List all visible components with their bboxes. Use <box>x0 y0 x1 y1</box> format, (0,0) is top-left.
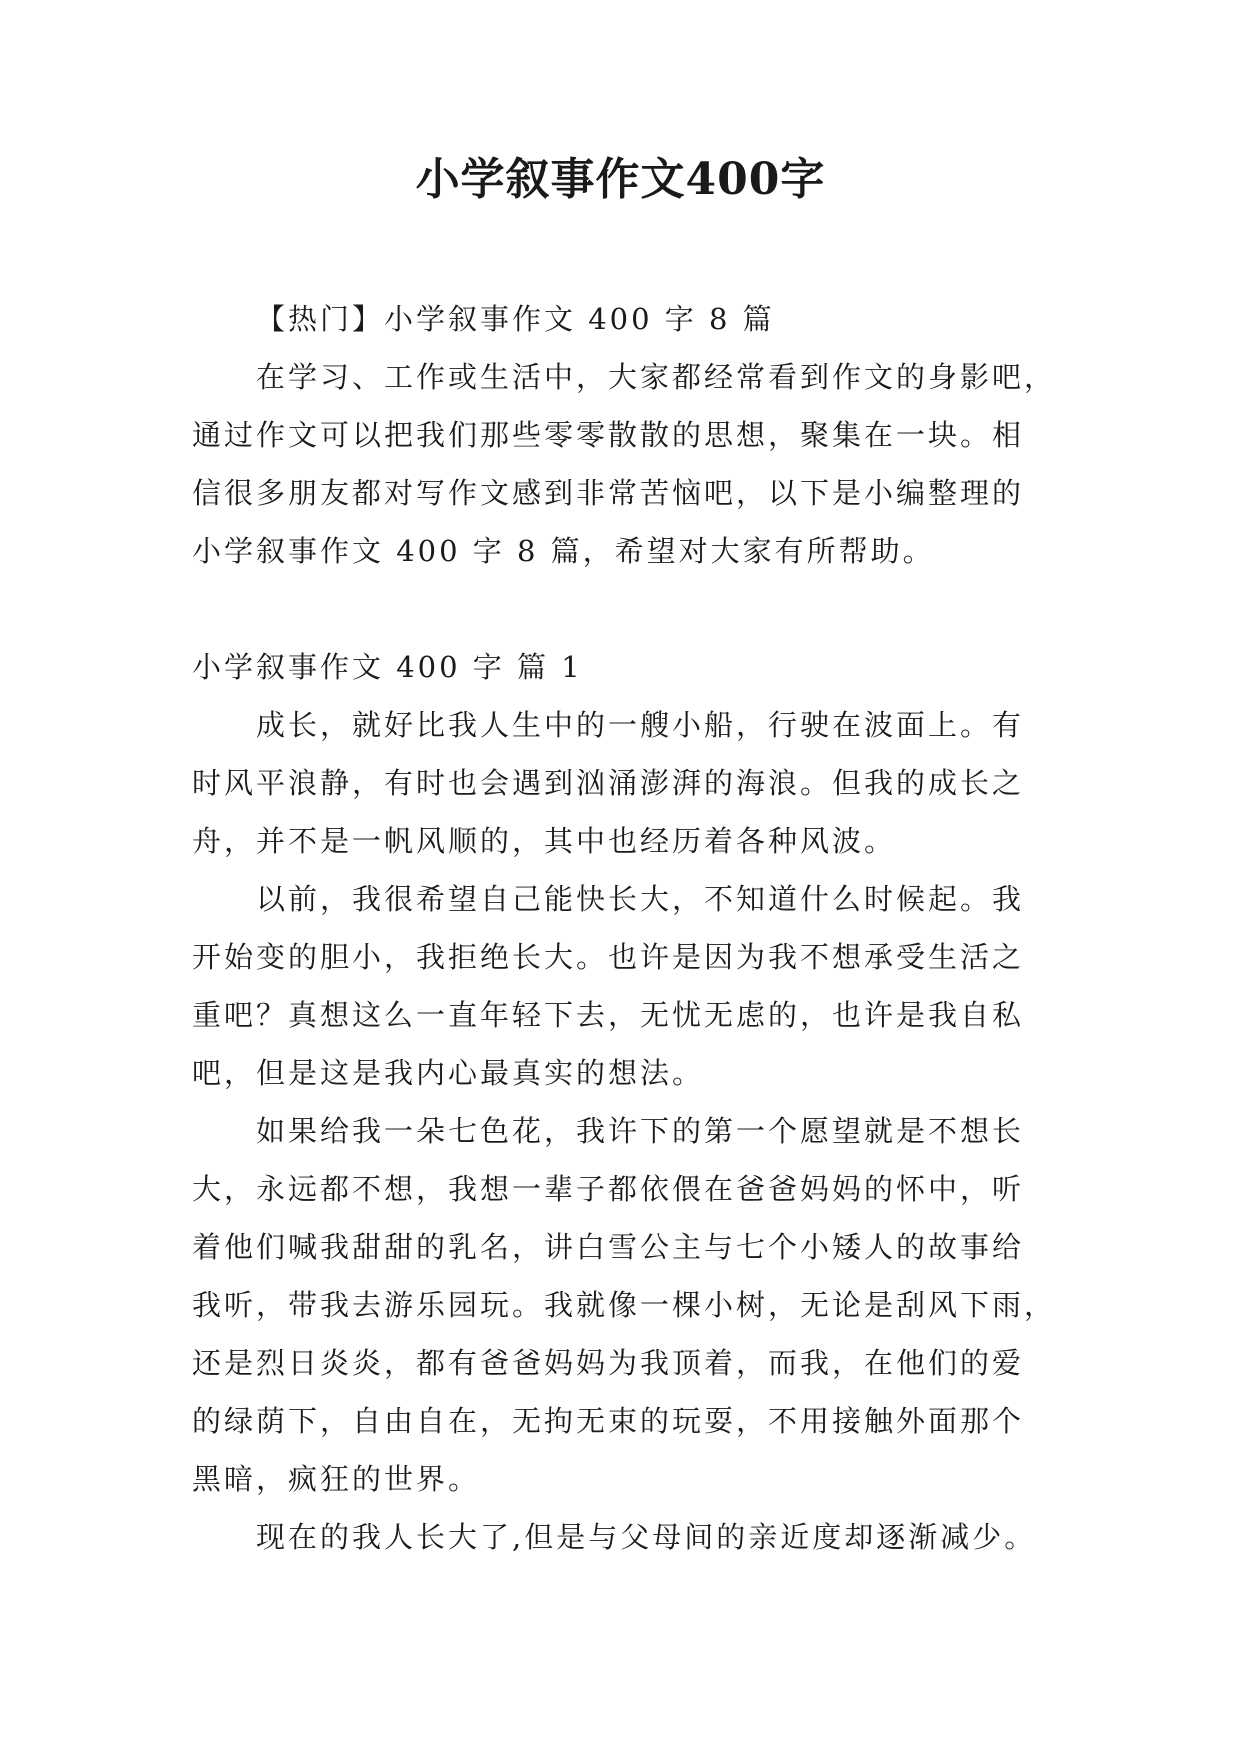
paragraph-line: 以前，我很希望自己能快长大，不知道什么时候起。我 <box>256 882 1025 916</box>
paragraph-line: 着他们喊我甜甜的乳名，讲白雪公主与七个小矮人的故事给 <box>192 1230 1025 1264</box>
paragraph-gap <box>192 580 1052 638</box>
paragraph-line: 开始变的胆小，我拒绝长大。也许是因为我不想承受生活之 <box>192 940 1025 974</box>
intro-line: 信很多朋友都对写作文感到非常苦恼吧，以下是小编整理的 <box>192 476 1025 510</box>
paragraph-line: 时风平浪静，有时也会遇到汹涌澎湃的海浪。但我的成长之 <box>192 766 1025 800</box>
intro-heading: 【热门】小学叙事作文 400 字 8 篇 <box>256 302 775 336</box>
paragraph-line: 的绿荫下，自由自在，无拘无束的玩耍，不用接触外面那个 <box>192 1404 1025 1438</box>
section-heading: 小学叙事作文 400 字 篇 1 <box>192 650 583 684</box>
paragraph-line: 重吧？真想这么一直年轻下去，无忧无虑的，也许是我自私 <box>192 998 1025 1032</box>
intro-line: 通过作文可以把我们那些零零散散的思想，聚集在一块。相 <box>192 418 1025 452</box>
document-title: 小学叙事作文400字 <box>415 154 826 205</box>
intro-line: 小学叙事作文 400 字 8 篇，希望对大家有所帮助。 <box>192 534 935 568</box>
document-body <box>192 290 1057 1566</box>
paragraph-line: 现在的我人长大了,但是与父母间的亲近度却逐渐减少。 <box>256 1520 1037 1554</box>
paragraph-line: 成长，就好比我人生中的一艘小船，行驶在波面上。有 <box>256 708 1025 742</box>
paragraph-line: 如果给我一朵七色花，我许下的第一个愿望就是不想长 <box>256 1114 1025 1148</box>
paragraph-line: 舟，并不是一帆风顺的，其中也经历着各种风波。 <box>192 824 897 858</box>
paragraph-line: 还是烈日炎炎，都有爸爸妈妈为我顶着，而我，在他们的爱 <box>192 1346 1025 1380</box>
intro-line: 在学习、工作或生活中，大家都经常看到作文的身影吧， <box>256 360 1057 394</box>
paragraph-line: 黑暗，疯狂的世界。 <box>192 1462 481 1496</box>
paragraph-line: 大，永远都不想，我想一辈子都依偎在爸爸妈妈的怀中，听 <box>192 1172 1025 1206</box>
paragraph-line: 吧，但是这是我内心最真实的想法。 <box>192 1056 705 1090</box>
paragraph-line: 我听，带我去游乐园玩。我就像一棵小树，无论是刮风下雨， <box>192 1288 1057 1322</box>
